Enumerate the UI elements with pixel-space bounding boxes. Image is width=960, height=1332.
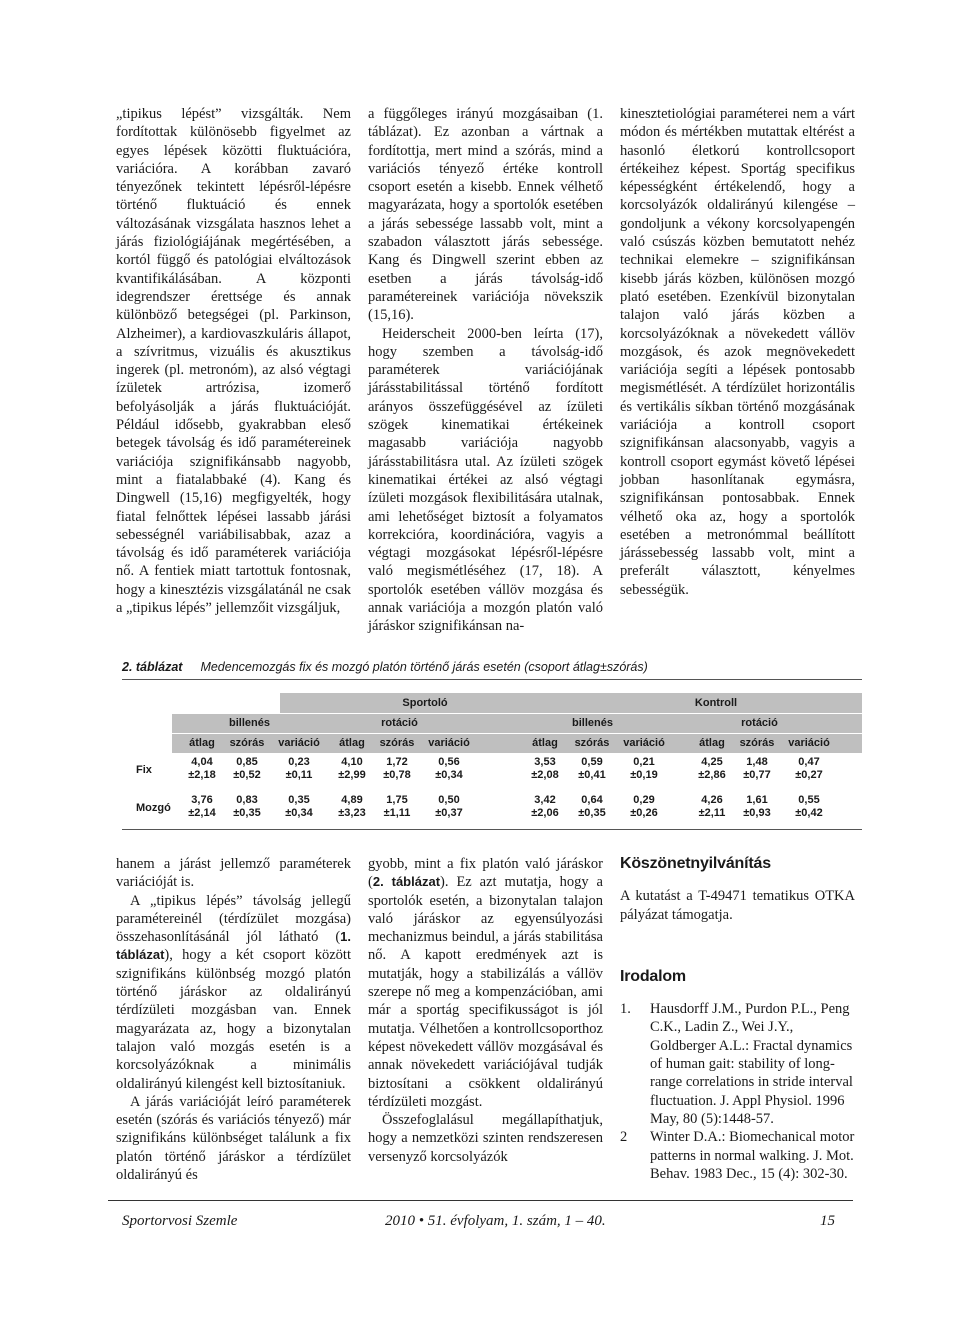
table-cell [177,756,227,782]
table-cell-sd: ±0,27 [795,769,823,781]
table-cell-sd: ±0,35 [233,807,261,819]
table-cell [619,794,669,820]
acknowledgement-heading: Köszönetnyilvánítás [620,855,771,872]
table-cell-mean: 4,89 [341,794,363,806]
table-row-label: Mozgó [136,802,171,814]
table-cell-mean: 4,25 [701,756,723,768]
table-cell-mean: 3,53 [534,756,556,768]
table-cell-sd: ±0,11 [285,769,313,781]
table-cell [327,756,377,782]
table-cell-mean: 0,56 [438,756,460,768]
table-cell-mean: 3,42 [534,794,556,806]
paragraph: A járás variációját leíró paraméterek esetén (szórás és variációs tényező) már szignifikáns különbséget találunk a fix platón történő járáskor a térdízület oldalirányú és [116,1093,351,1184]
table-column-header: szórás [379,737,415,749]
table-cell-mean: 0,85 [236,756,258,768]
footer-journal: Sportorvosi Szemle [122,1213,238,1229]
table-cell [177,794,227,820]
table-cell-sd: ±2,18 [188,769,216,781]
table-cell-mean: 4,10 [341,756,363,768]
table-group-sportolo: Sportoló [402,697,448,709]
table-cell-sd: ±0,52 [233,769,261,781]
reference-item [620,1000,855,1128]
paragraph [368,855,603,1111]
table-cell [520,756,570,782]
table-column-header: átlag [699,737,725,749]
column-2 [368,105,603,636]
table-cell [222,794,272,820]
column-3 [620,105,855,599]
paragraph: „tipikus lépést” vizsgálták. Nem fordítottak különösebb figyelmet az egyes lépések közötti fluktuációra, variációra. A korábban zavaró tényezőnek tekintett lépésről-lépésre történő fluktuáció és ennek változásának vizsgálata hasznos lehet a járás fiziológiájának megértésében, a kortól függő és patológiai elváltozások kvantifikálásában. A központi idegrendszer érettsége és annak különböző betegségei (pl. Parkinson, Alzheimer), a kardiovaszkuláris állapot, a szívritmus, vizuális és akusztikus ingerek (pl. metronóm), az alsó végtagi ízületek artrózisa, izomerő befolyásolják a járás fluktuációját. Például idősebb, gyakrabban eleső betegek távolság és idő paramétereinek variációja szignifikánsabb nagyobb, mint a fiatalabbaké (4). Kang és Dingwell (15,16) megfigyelték, hogy fiatal felnőttek lépései lassabb járási sebességnél variábilisabbak, azaz a távolság és idő paraméterek variációja nő. A fentiek miatt tartottuk fontosnak, hogy a kinesztézis vizsgálatánál ne csak a „tipikus lépés” jellemzőit vizsgáljuk, [116,106,351,617]
table-column-header: átlag [532,737,558,749]
table-column-header: variáció [278,737,320,749]
paragraph: Heiderscheit 2000-ben leírta (17), hogy szemben a távolság-idő paraméterek variációjának járásstabilitással történő fordított arányos összefüggésével az ízületi szögek kinematikai értékeinek magasabb variációja nagyobb járásstabilitásra utal. Az ízületi szögek kinematikai értékei az alsó végtagi ízületi mozgások flexibilitására utalnak, ami lehetőséget biztosít a folyamatos korrekcióra, koordinációra, vagyis a végtagi mozgásokat lépésről-lépésre való megismétléséhez (17, 18). A sportolók esetében vállöv mozgása és annak variációja a mozgón platón való járáskor szignifikánsan na- [368,325,603,635]
table-cell [619,756,669,782]
table-cell-mean: 0,21 [633,756,655,768]
table-subgroup: billenés [229,717,270,729]
references-heading: Irodalom [620,967,686,985]
paragraph: Összefoglalásul megállapíthatjuk, hogy a nemzetközi szinten rendszeresen versenyző korcsolyázók [368,1112,603,1165]
page-number: 15 [820,1213,835,1229]
table-caption-text: Medencemozgás fix és mozgó platón történő járás esetén (csoport átlag±szórás) [200,660,648,674]
paragraph: kinesztetiológiai paraméterei nem a várt módon és mértékben mutattak eltérést a hasonló életkorú kontrollcsoport értékeihez képest. Sportág specifikus képességként értékelendő, hogy a korcsolyázók oldalirányú kilengése – gondoljunk a vékony korcsolyapengén való csúszás közben bemutatott nehéz technikai elemekre – szignifikánsan kisebb járás közben, különösen mozgó plató esetében. Ezenkívül bizonytalan talajon való járás közben a korcsolyázóknak a növekedett vállöv mozgások, és azok megnövekedett variációja segíti a lépések pontosabb megismétlését. A térdízület horizontális és vertikális síkban történő mozgásának variációja a kontroll csoport szignifikánsan alacsonyabb, vagyis a kontroll csoport egymást követő lépései jobban hasonlítanak egymásra, szignifikánsan pontosabbak. Ennek vélhető oka az, hogy a sportolók esetében a metronómmal beállított járássebesség lassabb volt, mint a preferált választott, kényelmes sebességük. [620,106,855,598]
table-cell-sd: ±3,23 [338,807,366,819]
table-cell-mean: 1,61 [746,794,768,806]
table-cell [424,794,474,820]
table-cell [372,794,422,820]
table-cell [784,794,834,820]
table-column-header: átlag [189,737,215,749]
table-cell [687,794,737,820]
table-cell [274,756,324,782]
table-cell-mean: 0,23 [288,756,310,768]
table-cell-sd: ±0,42 [795,807,823,819]
table-cell [567,794,617,820]
table-reference: 2. táblázat [372,874,441,890]
table-column-header: átlag [339,737,365,749]
acknowledgement-text: A kutatást a T-49471 tematikus OTKA pályázat támogatja. [620,888,855,923]
table-subgroup: billenés [572,717,613,729]
table-cell-sd: ±0,35 [578,807,606,819]
table-cell-sd: ±0,77 [743,769,771,781]
table-group-kontroll: Kontroll [694,697,738,709]
column-1 [116,105,351,617]
reference-number: 2 [620,1129,628,1146]
table-cell-mean: 4,04 [191,756,213,768]
table-row-label: Fix [136,764,152,776]
table-cell-mean: 1,75 [386,794,408,806]
paragraph-part: A „tipikus lépés” távolság jellegű paramétereinél (térdízület mozgása) összehasonlításánál jól látható ( [116,892,351,946]
table-cell [222,756,272,782]
table-cell-sd: ±2,99 [338,769,366,781]
table-cell-mean: 4,26 [701,794,723,806]
table-cell-sd: ±2,11 [698,807,726,819]
table-cell [424,756,474,782]
table-cell-mean: 0,35 [288,794,310,806]
column-5 [368,855,603,1166]
table-cell-sd: ±1,11 [383,807,411,819]
table-cell-sd: ±2,08 [531,769,559,781]
table-cell-mean: 0,47 [798,756,820,768]
table-cell [327,794,377,820]
table-column-header: szórás [739,737,775,749]
table-cell-sd: ±0,34 [285,807,313,819]
table-cell-mean: 1,72 [386,756,408,768]
table-cell-sd: ±0,78 [383,769,411,781]
table-cell [687,756,737,782]
table-cell-mean: 0,55 [798,794,820,806]
table-caption [122,660,862,674]
table-cell [732,756,782,782]
table-caption-label: 2. táblázat [122,660,183,674]
table-column-header: variáció [623,737,665,749]
table-cell-mean: 0,59 [581,756,603,768]
table-cell [784,756,834,782]
paragraph-part: ), hogy a két csoport között szignifikáns különbség mozgó platón történő járáskor az oldalirányú térdízületi mozgásban van. Ennek magyarázata az, hogy a bizonytalan talajon való mozgás esetén is a korcsolyázóknak a minimális oldalirányú kilengést kell biztosítaniuk. [116,947,351,1092]
table-cell-mean: 1,48 [746,756,768,768]
table-column-header: variáció [788,737,830,749]
paragraph: hanem a járást jellemző paraméterek variációját is. [116,856,351,891]
column-6 [620,855,855,1183]
paragraph-part: gyobb, mint a fix platón való járáskor ( [368,856,603,891]
table-cell [732,794,782,820]
table-cell-mean: 3,76 [191,794,213,806]
table-cell-sd: ±2,86 [698,769,726,781]
table-cell-sd: ±0,34 [435,769,463,781]
table-subgroup: rotáció [741,717,778,729]
reference-item [620,1128,855,1183]
reference-text: Hausdorff J.M., Purdon P.L., Peng C.K., Ladin Z., Wei J.Y., Goldberger A.L.: Fractal dynamics of human gait: stability of long-range correlations in stride interval fluctuation. J. Appl Physiol. 1996 May, 80 (5):1448-57. [650,1001,853,1127]
table-subgroup: rotáció [381,717,418,729]
table-cell-sd: ±2,14 [188,807,216,819]
table-cell-sd: ±2,06 [531,807,559,819]
table-cell [520,794,570,820]
table-cell [372,756,422,782]
table-cell-sd: ±0,37 [435,807,463,819]
table-cell-sd: ±0,93 [743,807,771,819]
column-4 [116,855,351,1184]
table-cell-mean: 0,83 [236,794,258,806]
paragraph [116,892,351,1093]
table-column-header: szórás [229,737,265,749]
table-cell-sd: ±0,41 [578,769,606,781]
data-table [122,679,862,830]
paragraph-part: ). Ez azt mutatja, hogy a sportolók esetén, a bizonytalan talajon való járáskor az egyensúlyozási mechanizmus beindul, a járás stabilitása nő. A kapott eredmények azt is mutatják, hogy a stabilizálás a vállöv szerepe nő meg a kompenzációban, ami már a sportág specifikusságot is jól mutatja. Vélhetően a kontrollcsoporthoz képest növekedett vállöv mozgásával és annak növekedett variációjával tudják biztosítani a csökkent oldalirányú térdízületi mozgást. [368,874,603,1110]
table-column-header: szórás [574,737,610,749]
footer-issue: 2010 • 51. évfolyam, 1. szám, 1 – 40. [385,1213,606,1229]
table-cell-mean: 0,50 [438,794,460,806]
table-reference: 1. táblázat [116,929,351,963]
table-cell-mean: 0,64 [581,794,603,806]
paragraph: a függőleges irányú mozgásaiban (1. táblázat). Ez azonban a vártnak a fordítottja, mert mind a szórás, mind a variációs tényező értéke kontroll csoport esetén a kisebb. Ennek vélhető magyarázata, hogy a sportolók esetében a járás sebessége lassabb volt, mint a szabadon választott járás sebessége. Kang és Dingwell szerint ebben az esetben a járás távolság-idő paramétereinek variációja növekszik (15,16). [368,106,603,324]
reference-text: Winter D.A.: Biomechanical motor patterns in normal walking. J. Mot. Behav. 1983 Dec., 15 (4): 302-30. [650,1129,855,1182]
reference-number: 1. [620,1001,631,1018]
footer-rule [108,1200,853,1201]
table-cell-mean: 0,29 [633,794,655,806]
table-cell-sd: ±0,26 [630,807,658,819]
table-cell-sd: ±0,19 [630,769,658,781]
table-column-header: variáció [428,737,470,749]
table-cell [274,794,324,820]
table-cell [567,756,617,782]
